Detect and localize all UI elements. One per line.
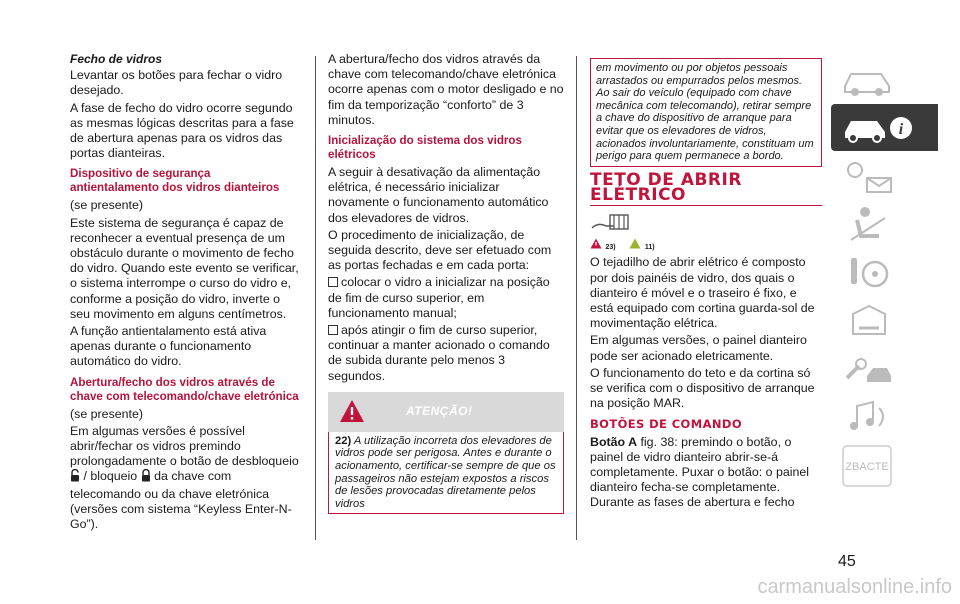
lights-warning-icon: [839, 156, 899, 196]
car-repair-icon: [839, 300, 899, 340]
heading-dispositivo-seguranca: Dispositivo de segurança antientalamento dos vidros dianteiros: [70, 167, 280, 195]
tab-multimedia[interactable]: [831, 392, 938, 439]
bullet-item: [328, 275, 564, 321]
paragraph: Levantar os botões para fechar o vidro desejado.: [70, 68, 283, 98]
paragraph: (se presente): [70, 198, 144, 213]
paragraph: O funcionamento do teto e da cortina só se verifica com o dispositivo de arranque na posição MAR.: [590, 365, 815, 411]
paragraph: A abertura/fecho dos vidros através da chave com telecomando/chave eletrónica ocorre apenas com o motor desligado e no fim da temporização “conforto” de 3 minutos.: [328, 52, 564, 127]
warning-small-icon: [590, 238, 602, 249]
ref-warning: 23): [605, 244, 616, 252]
attention-body: [328, 432, 564, 515]
square-bullet-icon: [328, 277, 338, 287]
car-info-icon: [839, 108, 919, 146]
text: fig. 38: premindo o botão, o painel de vidro dianteiro abrir-se-á completamente. Puxar o botão: o painel dianteiro fecha-se completamente. Durante as fases de abertura e fecho: [590, 434, 810, 510]
warning-continuation-box: em movimento ou por objetos pessoais arrastados ou empurrados pelos mesmos. Ao sair do veículo (equipado com chave mecânica com telecomando), retirar sempre a chave do dispositivo de arranque para evitar que os elevadores de vidros, acionados involuntariamente, constituam um perigo para quem permanece a bordo.: [590, 58, 822, 167]
bullet-item: [328, 323, 564, 384]
tab-index[interactable]: [831, 440, 938, 487]
multimedia-icon: [839, 396, 899, 436]
text: após atingir o fim de curso superior, continuar a manter acionado o comando de subida durante pelo menos 3 segundos.: [328, 323, 550, 383]
paragraph-keyless: [70, 424, 302, 532]
attention-header: [328, 392, 564, 432]
paragraph: A função antientalamento está ativa apenas durante o funcionamento automático do vidro.: [70, 324, 267, 369]
warning-triangle-icon: [338, 398, 366, 424]
spanner-car-icon: [839, 348, 899, 388]
tab-lights-warning[interactable]: [831, 152, 938, 199]
vertical-rule-right: [576, 56, 577, 540]
heading-fecho-vidros: Fecho de vidros: [70, 52, 163, 66]
button-a-label: Botão A: [590, 434, 638, 449]
page-number: 45: [838, 553, 856, 570]
environment-small-icon: [629, 238, 641, 249]
attention-title: ATENÇÃO!: [406, 403, 473, 418]
heading-underline: [590, 205, 822, 206]
heading-botoes-comando: BOTÕES DE COMANDO: [590, 417, 743, 432]
column-3: [590, 58, 822, 513]
paragraph: A seguir à desativação da alimentação elétrica, é necessário inicializar novamente o funcionamento automático dos elevadores de vidros.: [328, 165, 549, 225]
paragraph: O tejadilho de abrir elétrico é composto por dois painéis de vidro, dos quais o dianteiro é móvel e o traseiro é fixo, e está equipado com cortina guarda-sol de movimentação elétrica.: [590, 255, 815, 331]
sunroof-icon: [590, 212, 822, 234]
column-1: [70, 52, 302, 534]
paragraph: A fase de fecho do vidro ocorre segundo as mesmas lógicas descritas para a fase de abertura apenas para os vidros das portas dianteiras.: [70, 100, 294, 161]
attention-number: 22): [335, 434, 352, 447]
tools-steering-icon: [839, 252, 899, 292]
unlock-icon: [70, 469, 80, 486]
paragraph: [590, 435, 822, 511]
safety-seat-icon: [839, 204, 899, 244]
chapter-sidebar: [831, 56, 938, 488]
paragraph: O procedimento de inicialização, de seguida descrito, deve ser efetuado com as portas fechadas e em cada porta:: [328, 227, 552, 273]
text: colocar o vidro a inicializar na posição de fim de curso superior, em funcionamento manual;: [328, 275, 550, 320]
heading-inicializacao: Inicialização do sistema dos vidros elétricos: [328, 134, 522, 162]
column-2: [328, 52, 564, 514]
tab-car-info[interactable]: [831, 104, 938, 151]
reference-icons: [590, 238, 822, 255]
tab-servicing[interactable]: [831, 344, 938, 391]
text: da chave com telecomando ou da chave eletrónica (versões com sistema “Keyless Enter-N-Go”).: [70, 469, 292, 532]
paragraph: (se presente): [70, 406, 144, 421]
attention-text: A utilização incorreta dos elevadores de vidros pode ser perigosa. Antes e durante o acionamento, certificar-se sempre de que os passageiros não estejam expostos a riscos de lesões provocadas diretamente pelos vidros: [335, 434, 556, 510]
vertical-rule-left: [315, 56, 316, 540]
text: Em algumas versões é possível abrir/fechar os vidros premindo prolongadamente o botão de desbloqueio: [70, 423, 299, 469]
svg-text:i: i: [898, 121, 904, 138]
car-overview-icon: [839, 60, 899, 98]
tab-car-overview[interactable]: [831, 56, 938, 103]
square-bullet-icon: [328, 325, 338, 335]
tab-starting-driving[interactable]: [831, 248, 938, 295]
tab-emergency[interactable]: [831, 296, 938, 343]
ref-environment: 11): [644, 244, 655, 252]
tab-safety[interactable]: [831, 200, 938, 247]
index-letters: ZBACTE: [845, 461, 889, 473]
paragraph: Este sistema de segurança é capaz de reconhecer a eventual presença de um obstáculo durante o movimento de fecho do vidro. Quando este evento se verificar, o sistema interrompe o curso do vidro e, conforme a posição do vidro, inverte o seu movimento em alguns centímetros.: [70, 215, 299, 321]
index-letters-icon: [839, 444, 899, 488]
heading-teto-abrir: TETO DE ABRIR ELÉTRICO: [590, 169, 742, 205]
footer-watermark: carmanualsonline.info: [757, 576, 952, 598]
text: / bloqueio: [83, 469, 138, 484]
heading-abertura-fecho-chave: Abertura/fecho dos vidros através de chave com telecomando/chave eletrónica: [70, 375, 299, 403]
lock-icon: [141, 469, 151, 486]
paragraph: Em algumas versões, o painel dianteiro pode ser acionado eletricamente.: [590, 333, 807, 363]
